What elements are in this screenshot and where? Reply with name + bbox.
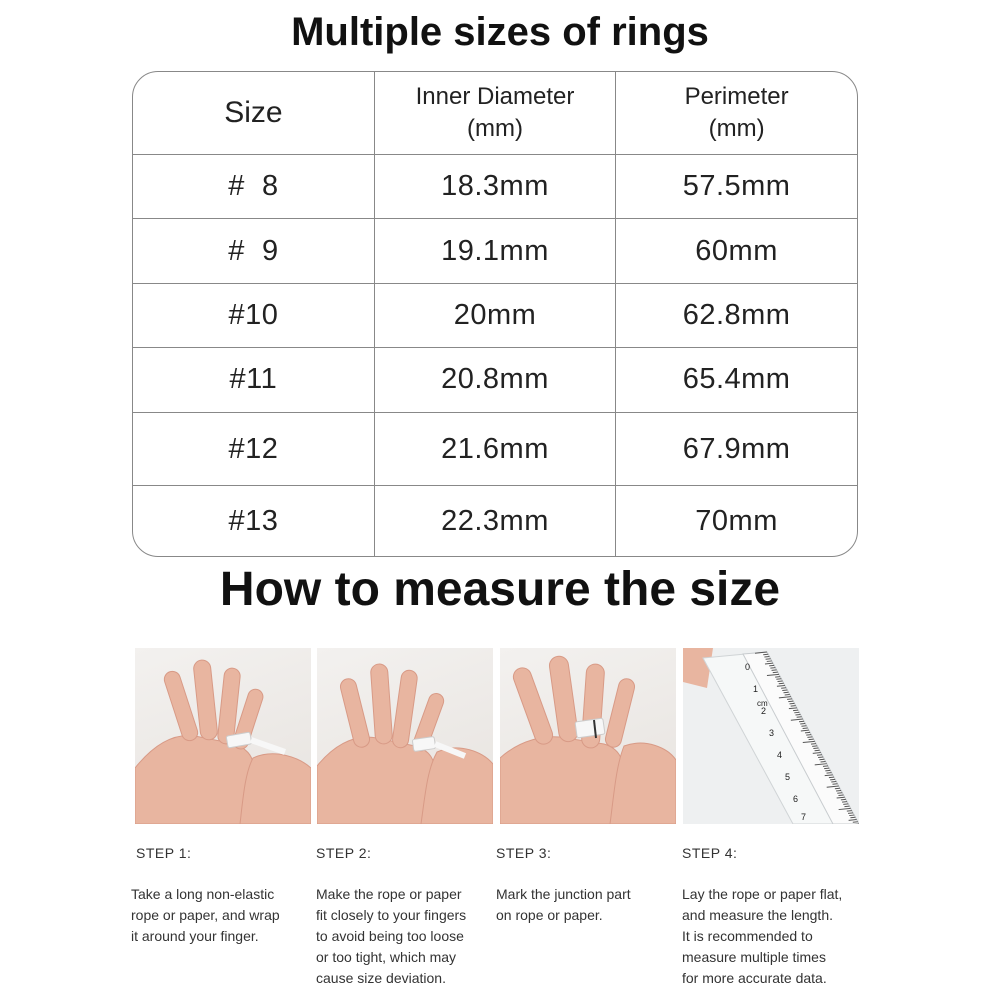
ruler-tick: [788, 701, 793, 702]
step-4-line: and measure the length.: [682, 907, 833, 923]
step-1-line: Take a long non-elastic: [131, 886, 275, 902]
ruler-tick: [849, 815, 854, 816]
ruler-tick: [776, 679, 781, 680]
ruler-number: 3: [769, 728, 775, 738]
ruler-number: 2: [761, 706, 767, 716]
ruler-tick: [793, 710, 798, 711]
step-4-line: Lay the rope or paper flat,: [682, 886, 843, 902]
step-2-line: to avoid being too loose: [316, 928, 464, 944]
step-2-photo: [317, 648, 493, 824]
step-4-line: for more accurate data.: [682, 970, 827, 986]
step-2-line: or too tight, which may: [316, 949, 457, 965]
ruler-number: 5: [785, 772, 791, 782]
ruler-tick: [809, 739, 814, 740]
ruler-tick: [842, 802, 847, 803]
ruler-tick: [825, 770, 830, 771]
ruler-tick: [807, 737, 812, 738]
ruler-tick: [770, 668, 775, 669]
cell-inner-diameter: 19.1mm: [374, 219, 615, 284]
ruler-tick: [769, 665, 774, 666]
ring-size-table: [132, 71, 858, 557]
hand-fitting-paper-icon: [317, 648, 493, 824]
step-1-label: STEP 1:: [136, 845, 192, 861]
section-title: How to measure the size: [219, 563, 781, 616]
step-2-text: [316, 884, 494, 989]
ruler-tick: [829, 777, 834, 778]
hand-wrapping-paper-icon: [135, 648, 311, 824]
ruler-tick: [795, 715, 800, 716]
header-perimeter-line1: Perimeter: [684, 82, 789, 110]
cell-perimeter: 62.8mm: [616, 284, 857, 347]
step-2-line: fit closely to your fingers: [316, 907, 467, 923]
table-row: [133, 347, 857, 412]
ruler-tick: [836, 790, 841, 791]
step-3-photo: [500, 648, 676, 824]
ruler-tick: [781, 688, 786, 689]
ruler-tick: [782, 690, 787, 691]
cell-size: #11: [133, 347, 374, 412]
ruler-tick: [811, 744, 816, 745]
page-title: Multiple sizes of rings: [291, 10, 709, 54]
ruler-number: 6: [793, 794, 799, 804]
table-row: [133, 219, 857, 284]
ruler-tick: [838, 795, 843, 796]
ruler-number: 1: [753, 684, 759, 694]
header-perimeter: [616, 72, 857, 154]
ruler-tick: [841, 799, 846, 800]
ruler-tick: [837, 793, 842, 794]
header-inner-diameter: [374, 72, 615, 154]
ruler-tick: [767, 661, 772, 662]
cell-size: #13: [133, 486, 374, 556]
ruler-number: 7: [801, 812, 807, 822]
step-2-label: STEP 2:: [316, 845, 372, 861]
cell-inner-diameter: 20.8mm: [374, 347, 615, 412]
step-4-text: [682, 884, 860, 989]
cell-inner-diameter: 22.3mm: [374, 486, 615, 556]
ruler-tick: [789, 703, 794, 704]
header-perimeter-line2: (mm): [708, 114, 765, 142]
step-4-line: It is recommended to: [682, 928, 813, 944]
step-4-photo: [683, 648, 859, 824]
table-header-row: [133, 72, 857, 154]
ruler-tick: [831, 782, 836, 783]
step-1-text: [131, 884, 309, 947]
ruler-tick: [821, 761, 826, 762]
ruler-tick: [824, 768, 829, 769]
header-size: Size: [133, 72, 374, 154]
table-row: [133, 154, 857, 218]
cell-size: #10: [133, 284, 374, 347]
step-2-line: cause size deviation.: [316, 970, 446, 986]
ruler-tick: [779, 683, 784, 684]
header-inner-line1: Inner Diameter: [415, 82, 575, 110]
cell-inner-diameter: 20mm: [374, 284, 615, 347]
ruler-tick: [794, 712, 799, 713]
step-1-photo: [135, 648, 311, 824]
header-inner-line2: (mm): [467, 114, 523, 142]
ruler-tick: [817, 755, 822, 756]
table-row: [133, 412, 857, 485]
cell-size: #12: [133, 412, 374, 485]
ruler-tick: [844, 806, 849, 807]
cell-size: # 9: [133, 219, 374, 284]
ruler-tick: [763, 654, 768, 655]
cell-inner-diameter: 18.3mm: [374, 154, 615, 218]
ruler-tick: [787, 699, 792, 700]
ruler-tick: [818, 757, 823, 758]
ruler-tick: [823, 766, 828, 767]
ruler-tick: [785, 694, 790, 695]
cell-inner-diameter: 21.6mm: [374, 412, 615, 485]
ruler-tick: [812, 746, 817, 747]
cell-perimeter: 70mm: [616, 486, 857, 556]
ruler-unit: cm: [757, 699, 768, 708]
step-4-line: measure multiple times: [682, 949, 826, 965]
step-4-label: STEP 4:: [682, 845, 738, 861]
ruler-tick: [803, 728, 808, 729]
step-3-line: Mark the junction part: [496, 886, 631, 902]
ruler-tick: [764, 656, 769, 657]
ruler-tick: [835, 788, 840, 789]
ruler-tick: [797, 717, 802, 718]
table-row: [133, 486, 857, 556]
cell-perimeter: 60mm: [616, 219, 857, 284]
ruler-tick: [799, 721, 804, 722]
ruler-tick: [830, 779, 835, 780]
step-1-line: rope or paper, and wrap: [131, 907, 280, 923]
ruler-tick: [791, 706, 796, 707]
ruler-tick: [806, 735, 811, 736]
ruler-tick: [832, 784, 837, 785]
ruler-tick: [766, 659, 771, 660]
ruler-tick: [805, 732, 810, 733]
step-3-label: STEP 3:: [496, 845, 552, 861]
ruler-tick: [801, 726, 806, 727]
ruler-tick: [819, 759, 824, 760]
ruler-tick: [827, 773, 832, 774]
step-2-line: Make the rope or paper: [316, 886, 462, 902]
ruler-tick: [843, 804, 848, 805]
cell-perimeter: 67.9mm: [616, 412, 857, 485]
ruler-measuring-icon: [683, 648, 859, 824]
ruler-tick: [848, 813, 853, 814]
ruler-number: 4: [777, 750, 783, 760]
cell-perimeter: 57.5mm: [616, 154, 857, 218]
hand-marking-paper-icon: [500, 648, 676, 824]
step-3-line: on rope or paper.: [496, 907, 603, 923]
ruler-tick: [800, 723, 805, 724]
ruler-number: 0: [745, 662, 751, 672]
ruler-tick: [775, 677, 780, 678]
ruler-tick: [773, 672, 778, 673]
ruler-tick: [784, 692, 789, 693]
cell-size: # 8: [133, 154, 374, 218]
ruler-tick: [772, 670, 777, 671]
cell-perimeter: 65.4mm: [616, 347, 857, 412]
table-row: [133, 284, 857, 347]
ruler-tick: [815, 750, 820, 751]
ruler-tick: [847, 811, 852, 812]
ruler-tick: [778, 681, 783, 682]
step-3-text: [496, 884, 674, 926]
step-1-line: it around your finger.: [131, 928, 259, 944]
ruler-tick: [850, 817, 855, 818]
ruler-tick: [813, 748, 818, 749]
ruler-tick: [853, 822, 858, 823]
